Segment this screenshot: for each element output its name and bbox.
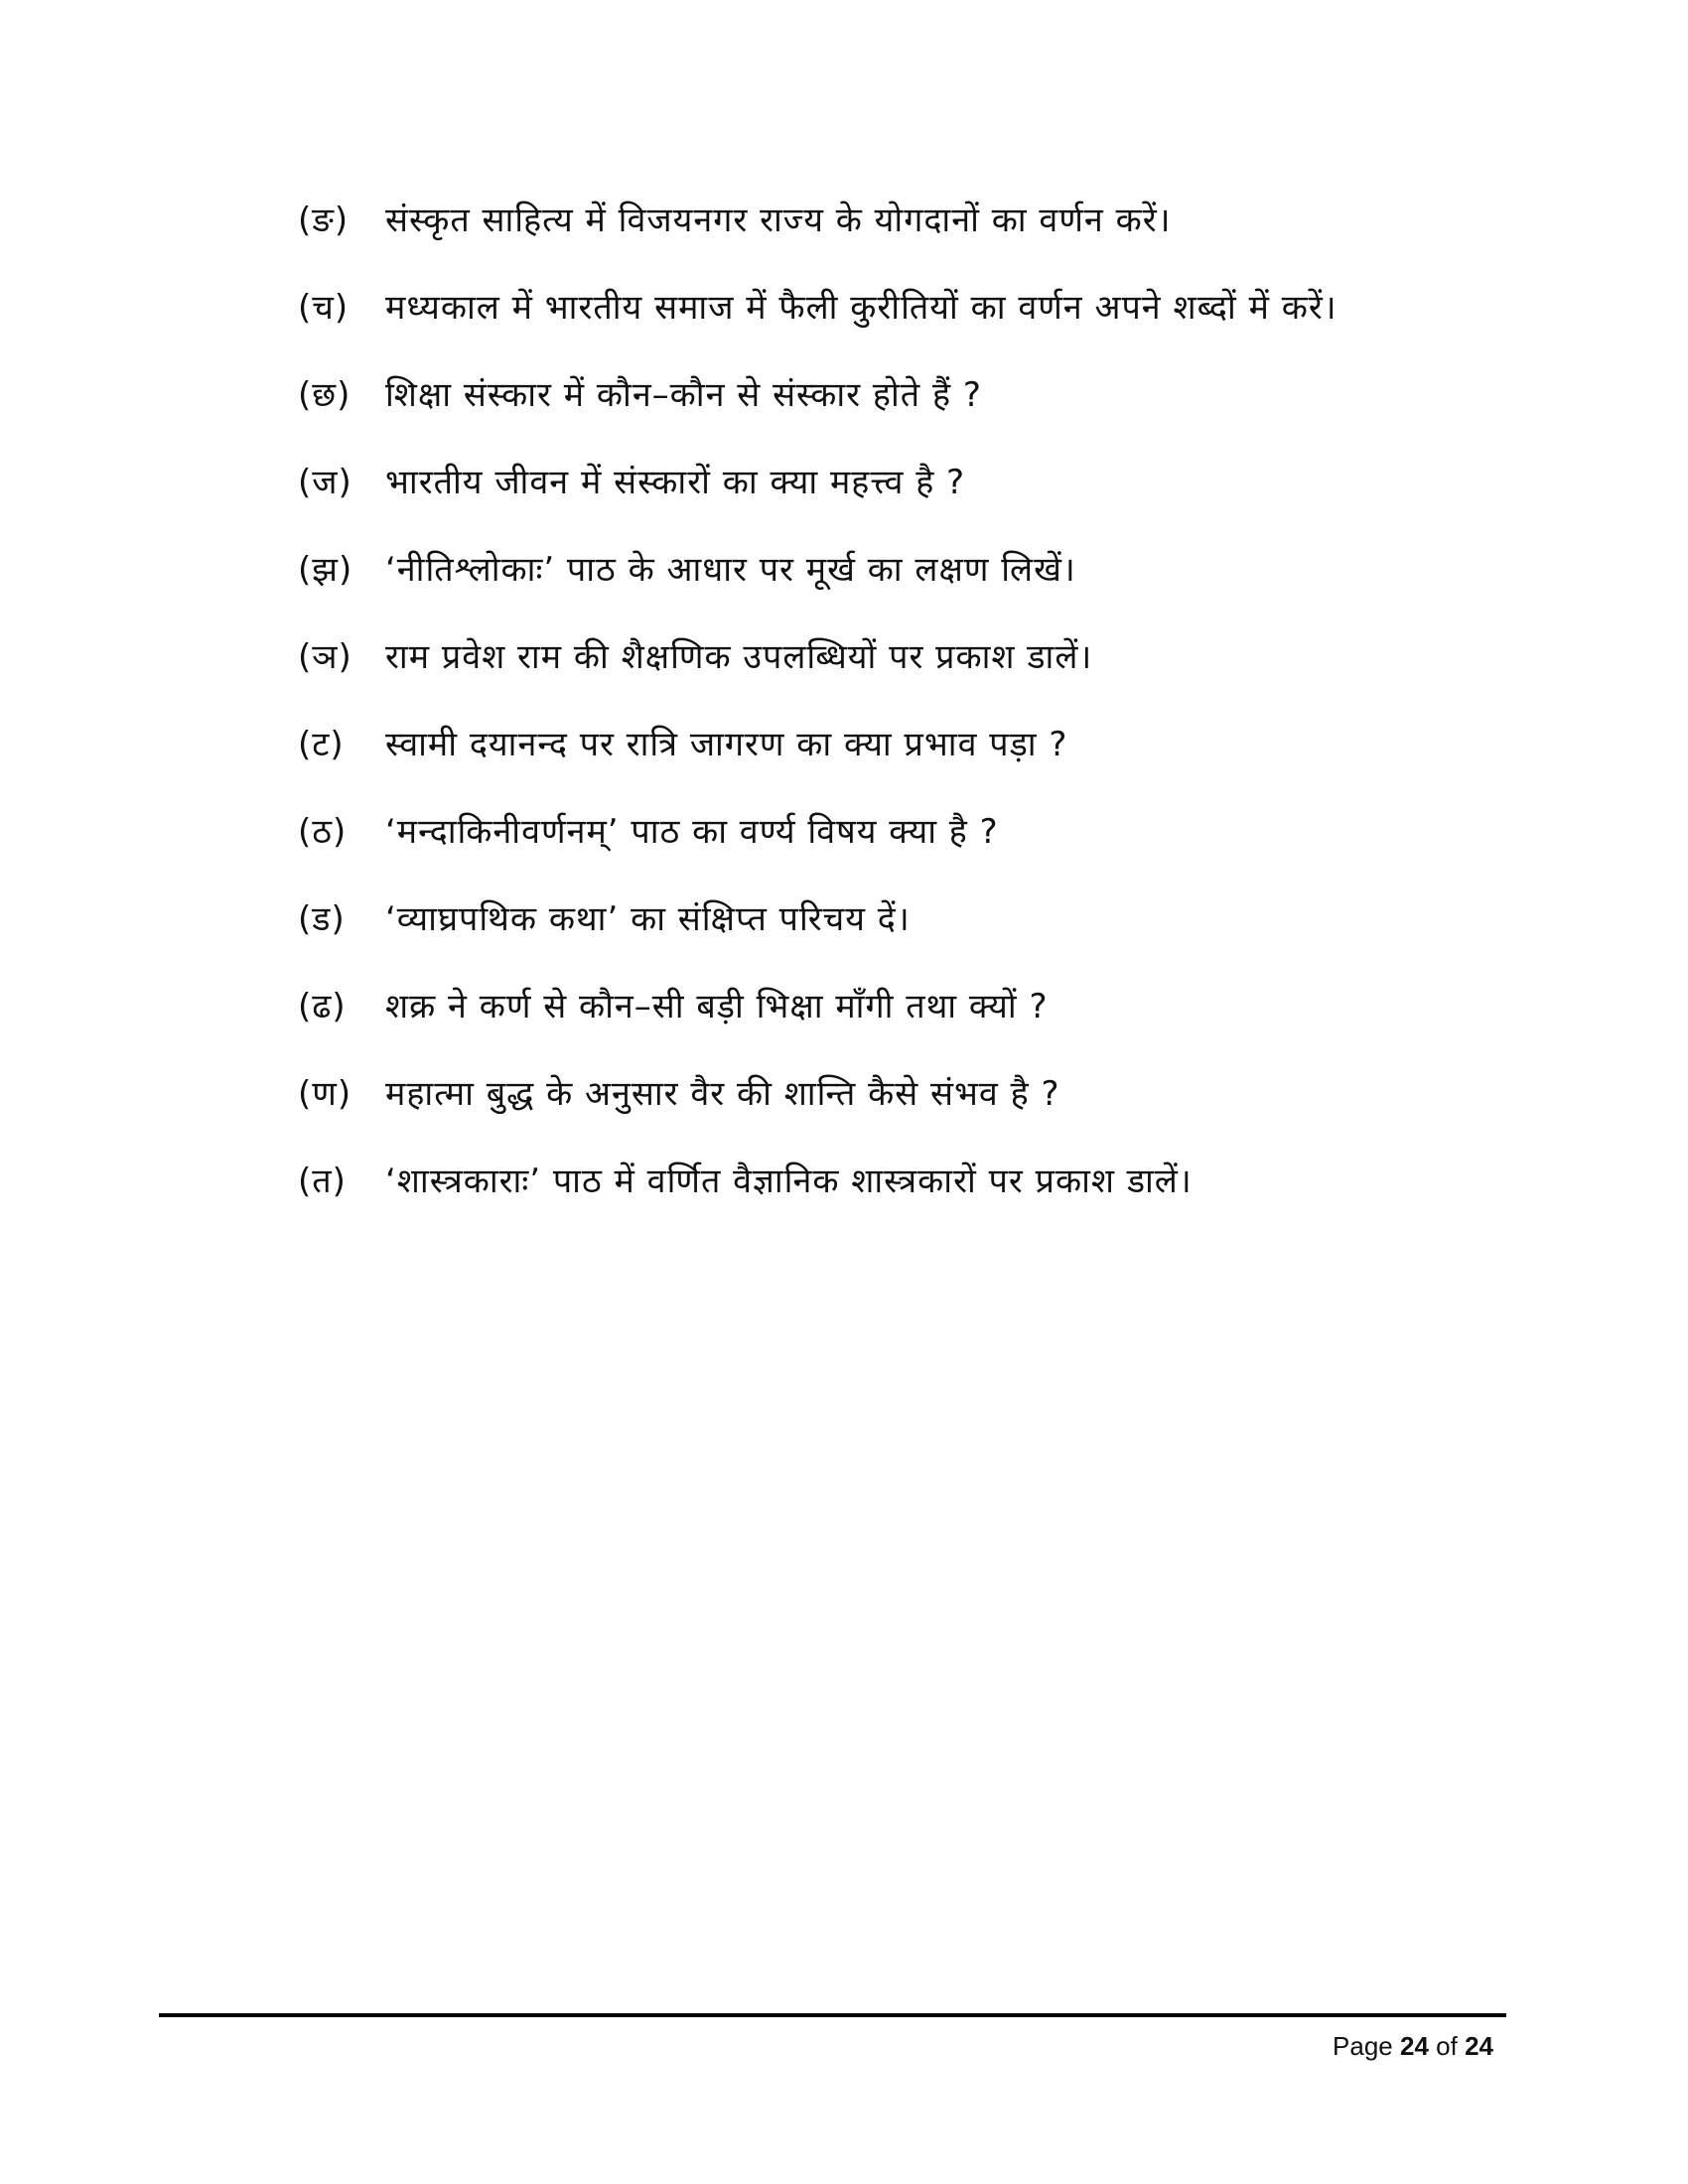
question-marker: (च) xyxy=(298,288,350,328)
question-text: ‘मन्दाकिनीवर्णनम्’ पाठ का वर्ण्य विषय क्या है ? xyxy=(385,812,999,852)
question-marker: (झ) xyxy=(298,550,353,590)
question-item xyxy=(298,282,1569,369)
question-item xyxy=(298,981,1569,1068)
question-item xyxy=(298,544,1569,631)
question-text: ‘व्याघ्रपथिक कथा’ का संक्षिप्त परिचय दें। xyxy=(385,899,911,939)
question-text: शिक्षा संस्कार में कौन–कौन से संस्कार होते हैं ? xyxy=(385,375,982,415)
question-marker: (ट) xyxy=(298,725,345,764)
question-text: भारतीय जीवन में संस्कारों का क्या महत्त्व है ? xyxy=(385,463,966,502)
question-text: महात्मा बुद्ध के अनुसार वैर की शान्ति कैसे संभव है ? xyxy=(385,1074,1060,1114)
question-text: संस्कृत साहित्य में विजयनगर राज्य के योगदानों का वर्णन करें। xyxy=(385,201,1172,240)
question-text: शक्र ने कर्ण से कौन–सी बड़ी भिक्षा माँगी तथा क्यों ? xyxy=(385,987,1049,1026)
page-number xyxy=(1333,2031,1493,2062)
question-marker: (ङ) xyxy=(298,201,350,240)
question-text: राम प्रवेश राम की शैक्षणिक उपलब्धियों पर प्रकाश डालें। xyxy=(385,637,1093,677)
question-text: स्वामी दयानन्द पर रात्रि जागरण का क्या प्रभाव पड़ा ? xyxy=(385,725,1068,764)
question-item xyxy=(298,457,1569,544)
question-marker: (ञ) xyxy=(298,637,352,677)
footer-divider xyxy=(159,2013,1506,2017)
question-item xyxy=(298,1068,1569,1156)
question-text: ‘नीतिश्लोकाः’ पाठ के आधार पर मूर्ख का लक्षण लिखें। xyxy=(385,550,1076,590)
question-marker: (ज) xyxy=(298,463,352,502)
question-item xyxy=(298,369,1569,457)
question-item xyxy=(298,1156,1569,1243)
page-label: Page xyxy=(1333,2031,1393,2061)
question-item xyxy=(298,806,1569,893)
question-marker: (ण) xyxy=(298,1074,352,1114)
question-text: ‘शास्त्रकाराः’ पाठ में वर्णित वैज्ञानिक शास्त्रकारों पर प्रकाश डालें। xyxy=(385,1161,1193,1201)
question-item xyxy=(298,631,1569,719)
question-item xyxy=(298,195,1569,282)
question-marker: (ढ) xyxy=(298,987,347,1026)
question-item xyxy=(298,893,1569,981)
question-marker: (ठ) xyxy=(298,812,348,852)
page-of-label: of xyxy=(1436,2031,1458,2061)
total-pages-number: 24 xyxy=(1465,2031,1493,2061)
question-marker: (ड) xyxy=(298,899,346,939)
question-text: मध्यकाल में भारतीय समाज में फैली कुरीतियों का वर्णन अपने शब्दों में करें। xyxy=(385,288,1337,328)
question-marker: (छ) xyxy=(298,375,352,415)
current-page-number: 24 xyxy=(1400,2031,1429,2061)
question-list xyxy=(298,195,1569,1243)
question-item xyxy=(298,719,1569,806)
question-marker: (त) xyxy=(298,1161,347,1201)
